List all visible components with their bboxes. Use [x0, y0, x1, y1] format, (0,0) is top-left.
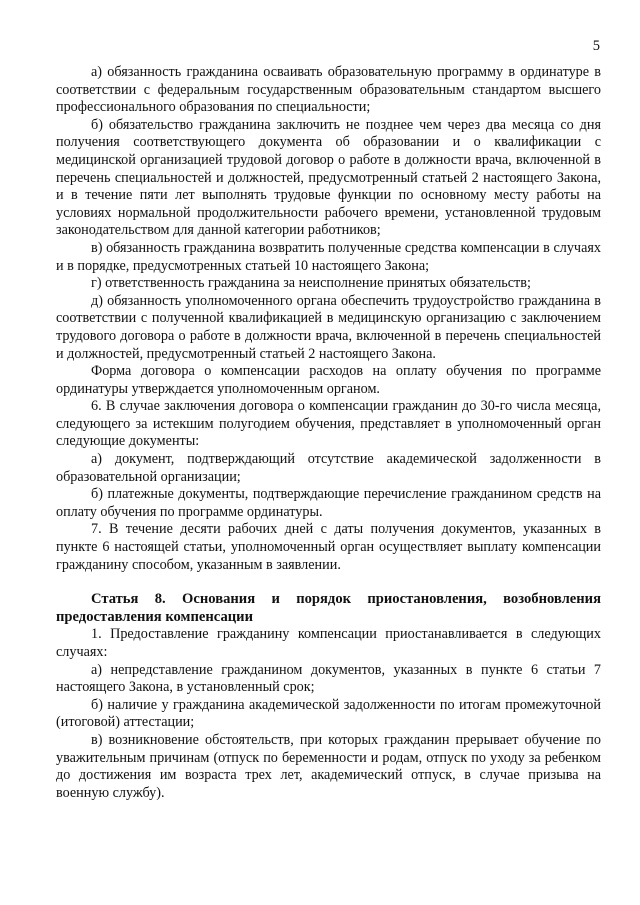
paragraph-item-6: 6. В случае заключения договора о компенсации гражданин до 30-го числа месяца, следующего за истекшим полугодием обучения, представляет в уполномоченный орган следующие документы:: [56, 398, 601, 450]
article-8-heading: Статья 8. Основания и порядок приостановления, возобновления предоставления компенсации: [56, 591, 601, 625]
paragraph-article-8-item-a: а) непредставление гражданином документов, указанных в пункте 6 статьи 7 настоящего Закона, в установленный срок;: [56, 661, 601, 696]
paragraph-obligation-b: б) обязательство гражданина заключить не позднее чем через два месяца со дня получения соответствующего документа об образовании и о квалификации с медицинской организацией трудовой договор о работе в должности врача, включенной в перечень специальностей и должностей, предусмотренный статьей 2 настоящего Закона, и в течение пяти лет выполнять трудовые функции по основному месту работы на условиях нормальной продолжительности рабочего времени, установленной трудовым законодательством для данной категории работников;: [56, 116, 601, 239]
paragraph-article-8-item-b: б) наличие у гражданина академической задолженности по итогам промежуточной (итоговой) аттестации;: [56, 696, 601, 731]
paragraph-obligation-d: д) обязанность уполномоченного органа обеспечить трудоустройство гражданина в соответствии с полученной квалификацией в медицинскую организацию с заключением трудового договора о работе в должности врача, включенной в перечень специальностей и должностей, предусмотренный статьей 2 настоящего Закона.: [56, 292, 601, 362]
paragraph-article-8-item-1: 1. Предоставление гражданину компенсации приостанавливается в следующих случаях:: [56, 626, 601, 660]
paragraph-contract-form: Форма договора о компенсации расходов на оплату обучения по программе ординатуры утверждается уполномоченным органом.: [56, 363, 601, 397]
paragraph-item-7: 7. В течение десяти рабочих дней с даты получения документов, указанных в пункте 6 настоящей статьи, уполномоченный орган осуществляет выплату компенсации гражданину способом, указанным в заявлении.: [56, 521, 601, 573]
paragraph-item-6-b: б) платежные документы, подтверждающие перечисление гражданином средств на оплату обучения по программе ординатуры.: [56, 486, 601, 520]
paragraph-obligation-v: в) обязанность гражданина возвратить полученные средства компенсации в случаях и в порядке, предусмотренных статьей 10 настоящего Закона;: [56, 239, 601, 274]
page-content: [56, 64, 601, 802]
paragraph-item-6-a: а) документ, подтверждающий отсутствие академической задолженности в образовательной организации;: [56, 451, 601, 485]
paragraph-obligation-g: г) ответственность гражданина за неисполнение принятых обязательств;: [91, 275, 531, 292]
section-spacer: [56, 574, 601, 591]
page-number: 5: [592, 38, 600, 54]
paragraph-obligation-a: а) обязанность гражданина осваивать образовательную программу в ординатуре в соответствии с федеральным государственным образовательным стандартом высшего профессионального образования по специальности;: [56, 64, 601, 116]
paragraph-article-8-item-v: в) возникновение обстоятельств, при которых гражданин прерывает обучение по уважительным причинам (отпуск по беременности и родам, отпуск по уходу за ребенком до достижения им возраста трех лет, академический отпуск, в случае призыва на военную службу).: [56, 731, 601, 801]
